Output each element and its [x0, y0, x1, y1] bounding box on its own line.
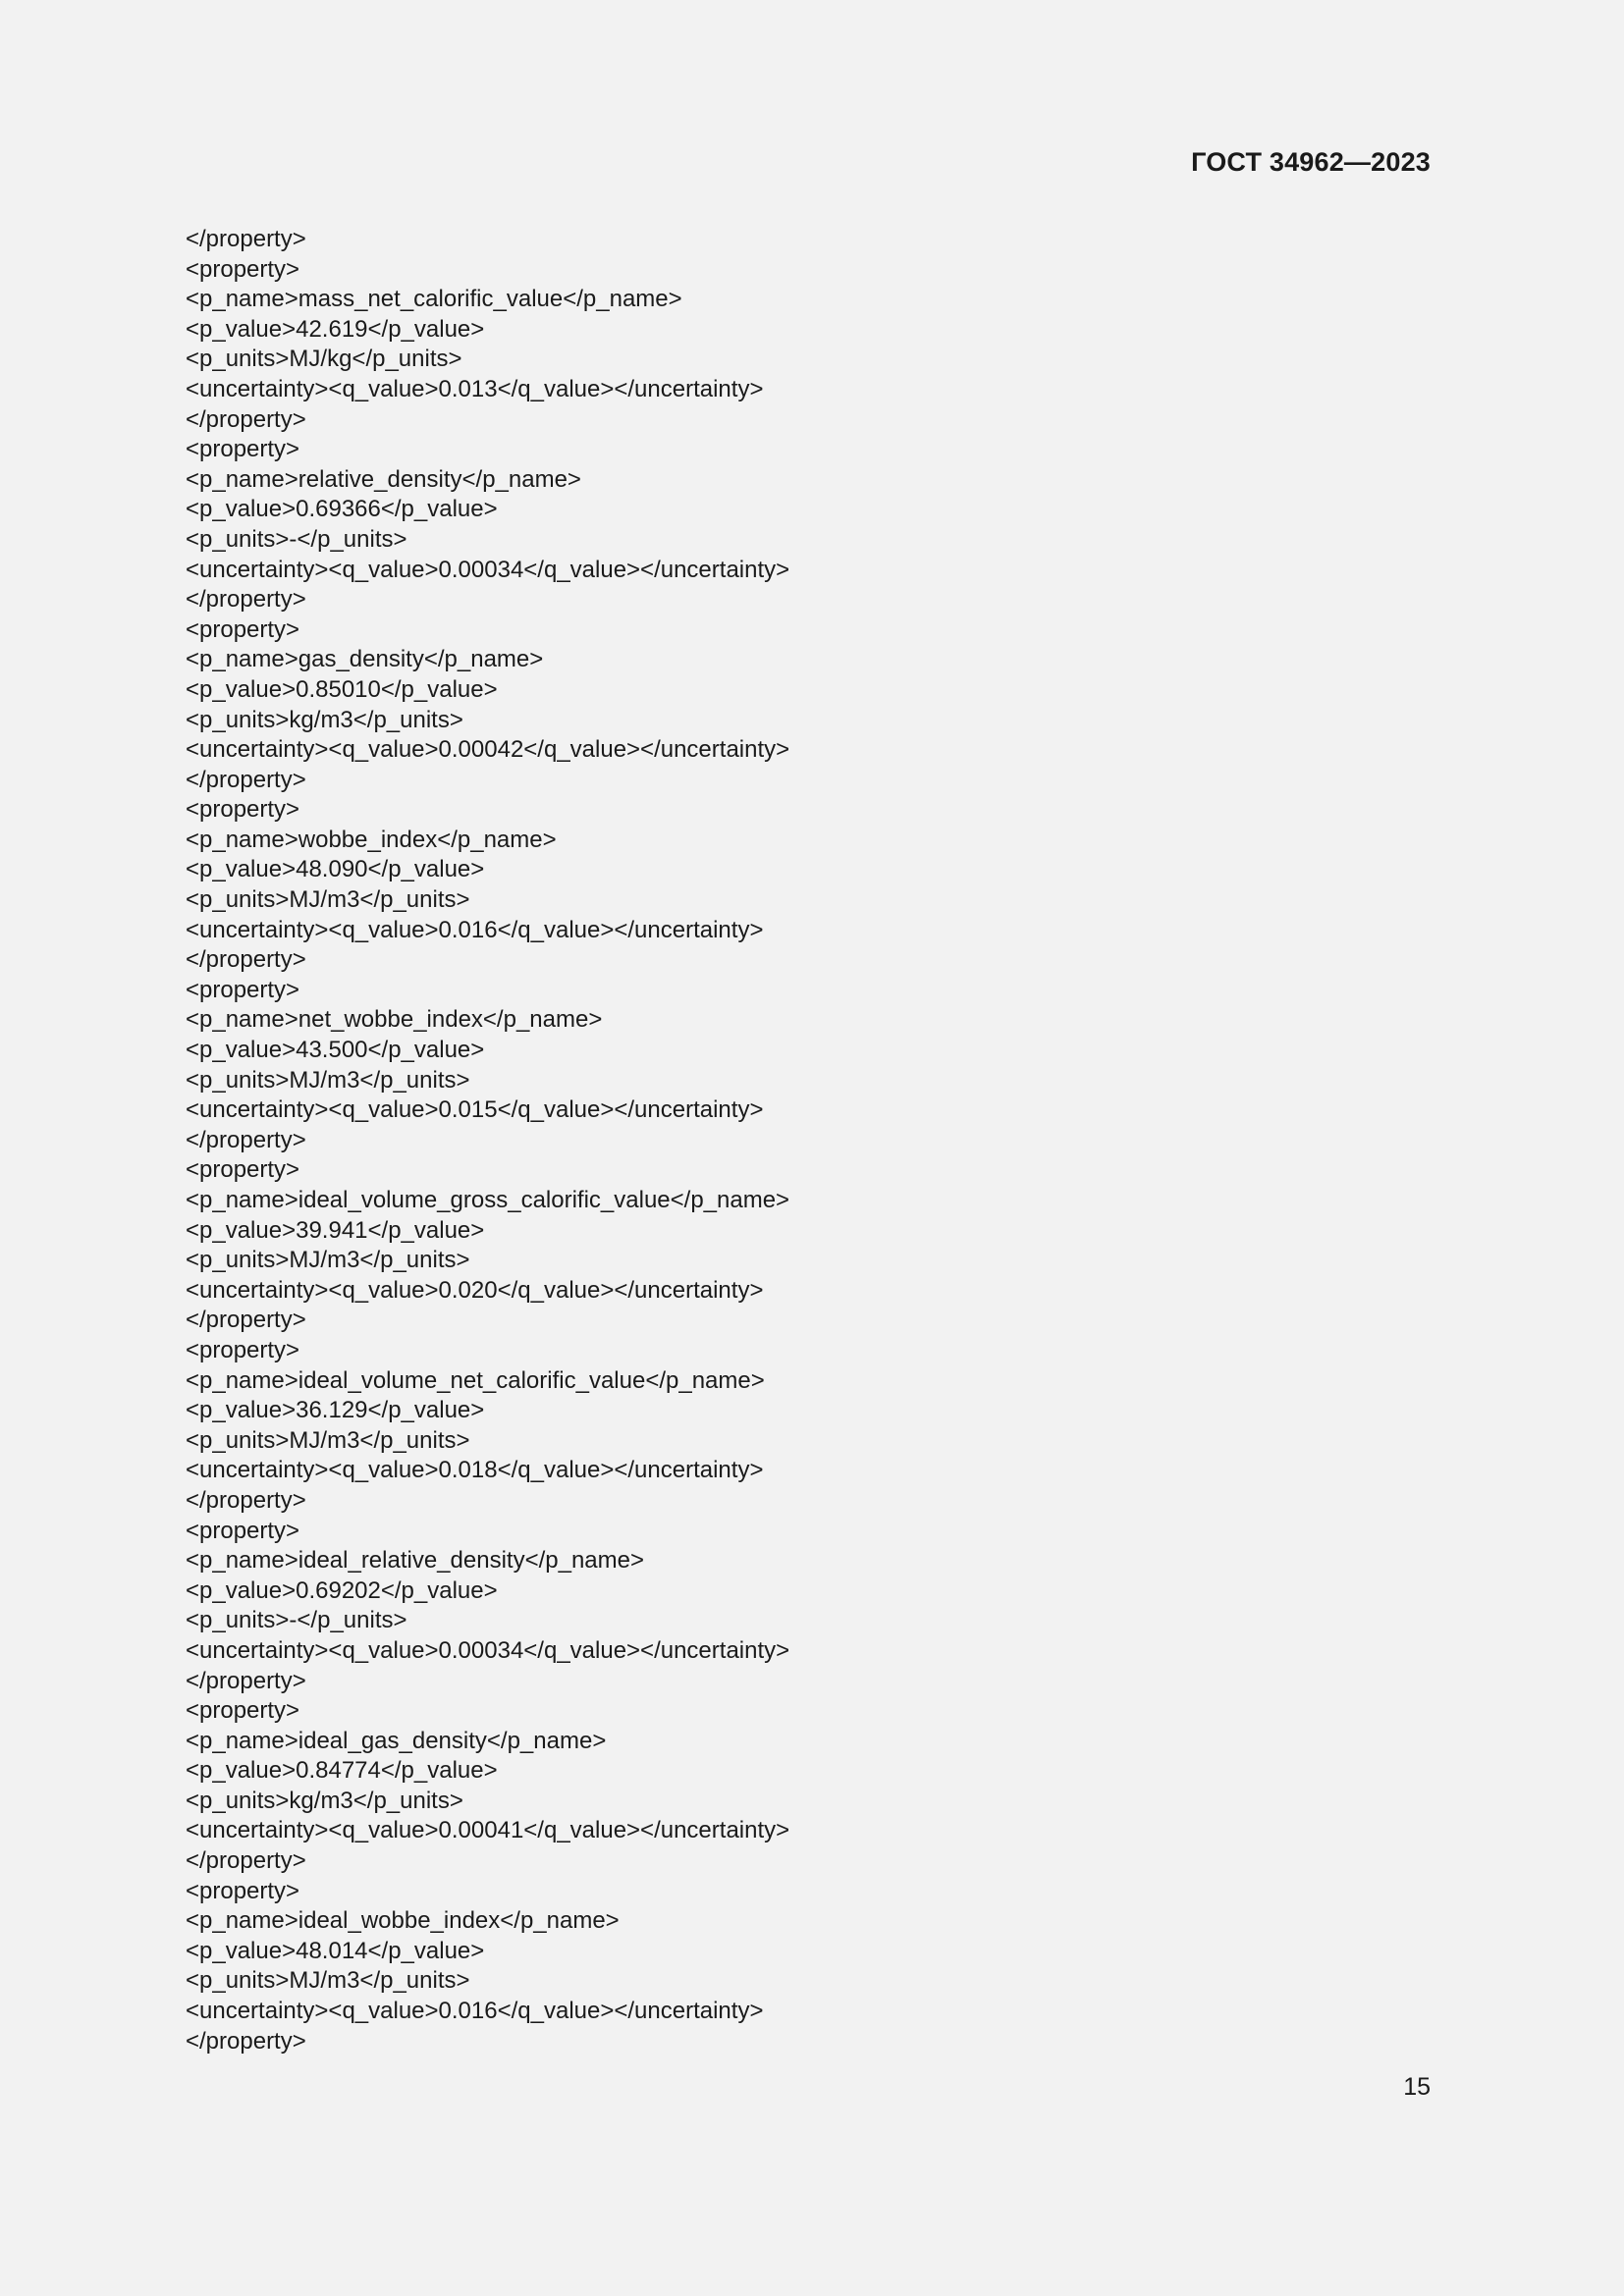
xml-line: <p_units>MJ/m3</p_units> — [186, 1967, 470, 1995]
xml-line: <uncertainty><q_value>0.00034</q_value></uncertainty> — [186, 556, 790, 583]
xml-line: <property> — [186, 1517, 300, 1544]
xml-line: <p_name>ideal_wobbe_index</p_name> — [186, 1907, 620, 1935]
xml-line: </property> — [186, 766, 306, 793]
xml-line: <property> — [186, 1336, 300, 1363]
xml-listing — [186, 225, 1266, 2056]
xml-line: </property> — [186, 1486, 306, 1514]
xml-line: <p_units>MJ/m3</p_units> — [186, 1247, 470, 1274]
xml-line: <p_name>ideal_gas_density</p_name> — [186, 1727, 607, 1754]
xml-line: <p_value>39.941</p_value> — [186, 1216, 485, 1244]
xml-line: <p_units>kg/m3</p_units> — [186, 706, 463, 733]
xml-line: <p_value>0.69366</p_value> — [186, 496, 498, 523]
xml-line: <uncertainty><q_value>0.00034</q_value></uncertainty> — [186, 1636, 790, 1664]
xml-line: <uncertainty><q_value>0.00041</q_value></uncertainty> — [186, 1817, 790, 1844]
xml-line: <property> — [186, 255, 300, 283]
xml-line: </property> — [186, 405, 306, 433]
xml-line: <p_value>43.500</p_value> — [186, 1037, 485, 1064]
xml-line: <p_name>mass_net_calorific_value</p_name> — [186, 286, 682, 313]
xml-line: <p_value>0.69202</p_value> — [186, 1576, 498, 1604]
xml-line: <p_units>MJ/m3</p_units> — [186, 886, 470, 914]
xml-line: <p_value>48.014</p_value> — [186, 1937, 485, 1964]
xml-line: <p_units>MJ/m3</p_units> — [186, 1426, 470, 1454]
xml-line: <uncertainty><q_value>0.016</q_value></uncertainty> — [186, 916, 764, 943]
xml-line: <p_value>36.129</p_value> — [186, 1397, 485, 1424]
xml-line: <uncertainty><q_value>0.013</q_value></uncertainty> — [186, 375, 764, 402]
xml-line: </property> — [186, 1307, 306, 1334]
xml-line: <p_name>net_wobbe_index</p_name> — [186, 1006, 603, 1034]
xml-line: <uncertainty><q_value>0.00042</q_value></uncertainty> — [186, 736, 790, 764]
xml-line: <property> — [186, 615, 300, 643]
xml-line: <p_value>42.619</p_value> — [186, 315, 485, 343]
xml-line: <p_units>-</p_units> — [186, 1607, 407, 1634]
xml-line: <property> — [186, 796, 300, 824]
xml-line: <p_value>0.85010</p_value> — [186, 675, 498, 703]
xml-line: <p_name>relative_density</p_name> — [186, 465, 581, 493]
xml-line: <p_units>MJ/m3</p_units> — [186, 1066, 470, 1094]
xml-line: </property> — [186, 1667, 306, 1694]
xml-line: <p_units>-</p_units> — [186, 525, 407, 553]
xml-line: <p_units>MJ/kg</p_units> — [186, 346, 462, 373]
page-number: 15 — [1403, 2073, 1431, 2101]
xml-line: </property> — [186, 1126, 306, 1153]
xml-line: </property> — [186, 586, 306, 614]
xml-line: <p_name>ideal_volume_gross_calorific_value</p_name> — [186, 1187, 790, 1213]
xml-line: </property> — [186, 226, 306, 252]
xml-line: <p_name>wobbe_index</p_name> — [186, 826, 557, 853]
xml-line: <p_units>kg/m3</p_units> — [186, 1787, 463, 1814]
xml-line: <property> — [186, 436, 300, 463]
xml-line: </property> — [186, 2027, 306, 2055]
document-header: ГОСТ 34962—2023 — [1191, 147, 1431, 177]
xml-line: <p_name>ideal_relative_density</p_name> — [186, 1547, 645, 1575]
xml-line: <uncertainty><q_value>0.016</q_value></uncertainty> — [186, 1998, 764, 2025]
xml-line: </property> — [186, 946, 306, 974]
xml-line: <uncertainty><q_value>0.020</q_value></uncertainty> — [186, 1276, 764, 1304]
xml-line: <p_value>0.84774</p_value> — [186, 1757, 498, 1785]
xml-line: <uncertainty><q_value>0.015</q_value></uncertainty> — [186, 1096, 764, 1124]
xml-line: <property> — [186, 1697, 300, 1725]
xml-line: <property> — [186, 1877, 300, 1904]
xml-line: <p_name>ideal_volume_net_calorific_value</p_name> — [186, 1366, 765, 1394]
xml-line: <uncertainty><q_value>0.018</q_value></uncertainty> — [186, 1457, 764, 1484]
xml-line: <property> — [186, 976, 300, 1003]
xml-line: <property> — [186, 1156, 300, 1184]
xml-line: <p_value>48.090</p_value> — [186, 856, 485, 883]
xml-line: <p_name>gas_density</p_name> — [186, 646, 544, 673]
xml-line: </property> — [186, 1847, 306, 1875]
